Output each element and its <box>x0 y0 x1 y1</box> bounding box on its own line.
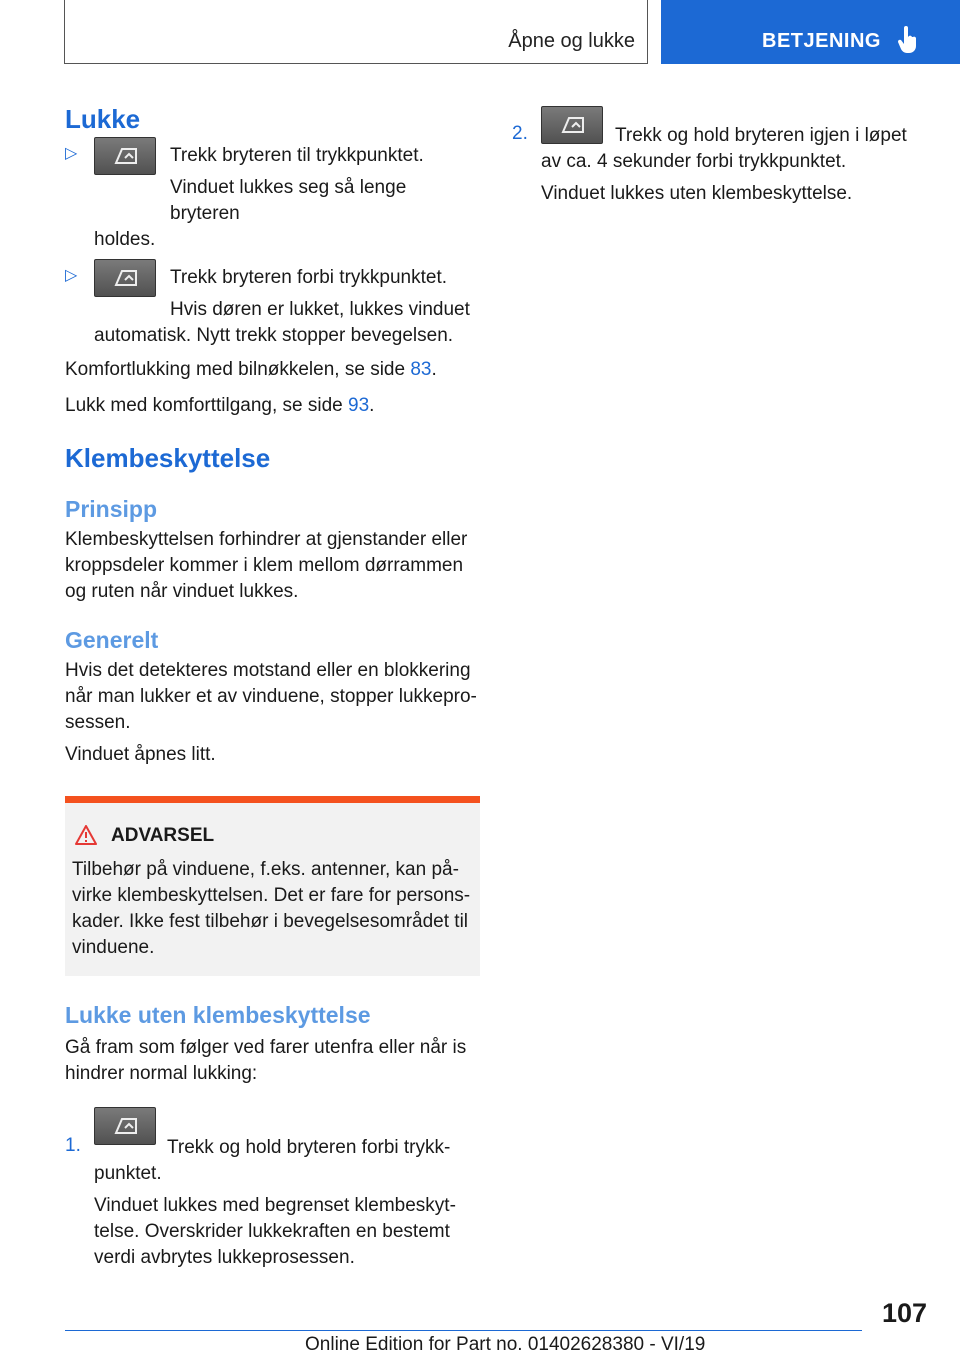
warning-triangle-icon <box>75 825 97 845</box>
list-item <box>65 143 481 253</box>
warning-line4: vinduene. <box>72 937 155 958</box>
left-column <box>65 100 481 819</box>
window-switch-icon <box>94 1107 156 1145</box>
step2-line2: av ca. 4 sekunder forbi trykkpunktet. <box>541 151 847 172</box>
hand-pointer-icon <box>897 26 919 54</box>
item1-line1: Trekk bryteren til trykkpunktet. <box>170 145 424 166</box>
header-chapter-box <box>661 0 960 64</box>
window-switch-icon <box>541 106 603 144</box>
step-number: 2. <box>512 123 528 144</box>
komfort-text: Komfortlukking med bilnøkkelen, se side <box>65 359 411 380</box>
prinsipp-line1: Klembeskyttelsen forhindrer at gjenstander eller <box>65 529 468 550</box>
warning-title: ADVARSEL <box>111 825 215 846</box>
warning-line3: kader. Ikke fest tilbehør i bevegelsesområdet til <box>72 911 469 932</box>
prinsipp-line2: kroppsdeler kommer i klem mellom dørrammen <box>65 555 464 576</box>
period: . <box>431 359 437 380</box>
period: . <box>369 395 375 416</box>
page-link-83[interactable]: 83 <box>410 359 432 380</box>
window-switch-icon <box>94 137 156 175</box>
warning-line1: Tilbehør på vinduene, f.eks. antenner, kan på- <box>72 859 459 880</box>
step-1 <box>65 1135 481 1271</box>
step1-line5: verdi avbrytes lukkeprosessen. <box>94 1247 355 1268</box>
window-switch-icon <box>94 259 156 297</box>
komforttilgang-text: Lukk med komforttilgang, se side <box>65 395 349 416</box>
paragraph-komforttilgang <box>65 393 481 419</box>
item1-line3: holdes. <box>94 229 156 250</box>
item2-line2: Hvis døren er lukket, lukkes vinduet <box>170 299 470 320</box>
uten-line1: Gå fram som følger ved farer utenfra eller når is <box>65 1037 467 1058</box>
page-link-93[interactable]: 93 <box>348 395 370 416</box>
step-2 <box>512 123 922 207</box>
heading-lukke-uten: Lukke uten klembeskyttelse <box>65 1002 371 1028</box>
step1-line2: punktet. <box>94 1163 162 1184</box>
triangle-bullet-icon: ▷ <box>65 267 78 284</box>
paragraph-komfort <box>65 357 481 383</box>
heading-prinsipp: Prinsipp <box>65 496 158 522</box>
footer-edition: Online Edition for Part no. 01402628380 - VI/19 <box>305 1334 706 1355</box>
step1-line4: telse. Overskrider lukkekraften en bestemt <box>94 1221 450 1242</box>
item2-line1: Trekk bryteren forbi trykkpunktet. <box>170 267 448 288</box>
step1-line1: Trekk og hold bryteren forbi trykk- <box>167 1137 451 1158</box>
uten-line2: hindrer normal lukking: <box>65 1063 258 1084</box>
generelt-line4: Vinduet åpnes litt. <box>65 744 216 765</box>
step-number: 1. <box>65 1135 81 1156</box>
footer-rule <box>65 1330 862 1331</box>
section-uten <box>65 1002 481 1271</box>
right-column <box>512 123 922 207</box>
warning-box <box>65 796 480 976</box>
heading-lukke: Lukke <box>65 104 141 134</box>
generelt-line3: sessen. <box>65 712 131 733</box>
page-number: 107 <box>881 1298 927 1328</box>
list-item <box>65 265 481 349</box>
heading-generelt: Generelt <box>65 627 159 653</box>
generelt-line2: når man lukker et av vinduene, stopper lukkepro- <box>65 686 477 707</box>
header-section-box <box>64 0 648 64</box>
item1-line2: Vinduet lukkes seg så lenge bryteren <box>170 177 407 224</box>
step2-line1: Trekk og hold bryteren igjen i løpet <box>615 125 907 146</box>
heading-klembeskyttelse: Klembeskyttelse <box>65 443 271 473</box>
warning-line2: virke klembeskyttelsen. Det er fare for persons- <box>72 885 471 906</box>
step2-line3: Vinduet lukkes uten klembeskyttelse. <box>541 183 853 204</box>
header-chapter-title: BETJENING <box>762 30 881 52</box>
generelt-line1: Hvis det detekteres motstand eller en blokkering <box>65 660 471 681</box>
prinsipp-line3: og ruten når vinduet lukkes. <box>65 581 299 602</box>
header-section-title: Åpne og lukke <box>508 30 635 52</box>
triangle-bullet-icon: ▷ <box>65 145 78 162</box>
item2-line3: automatisk. Nytt trekk stopper bevegelsen. <box>94 325 454 346</box>
step1-line3: Vinduet lukkes med begrenset klembeskyt- <box>94 1195 456 1216</box>
